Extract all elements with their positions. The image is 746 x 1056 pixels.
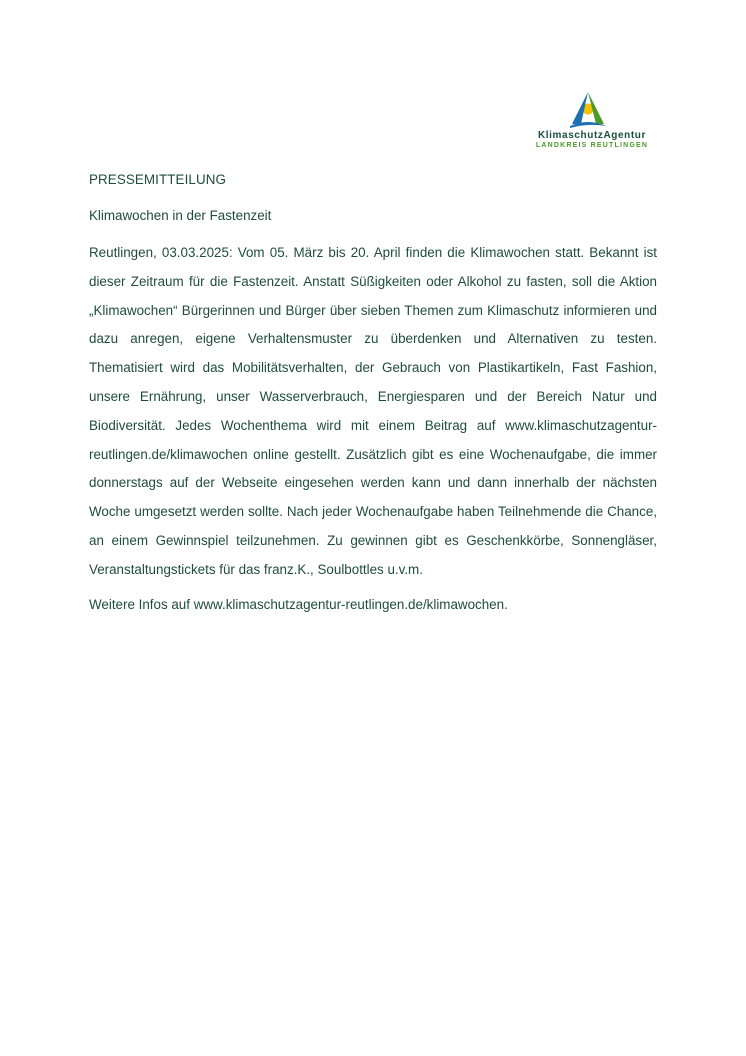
klimaschutzagentur-logo xyxy=(524,90,660,154)
logo-mark-icon xyxy=(566,90,610,130)
logo-subtitle: LANDKREIS REUTLINGEN xyxy=(535,142,649,149)
press-release xyxy=(89,170,657,619)
more-info-paragraph: Weitere Infos auf www.klimaschutzagentur-reutlingen.de/klimawochen. xyxy=(89,596,508,612)
logo-name: KlimaschutzAgentur xyxy=(537,130,647,141)
document-title: Klimawochen in der Fastenzeit xyxy=(89,208,272,223)
document-label: PRESSEMITTEILUNG xyxy=(89,172,227,187)
body-paragraph: Reutlingen, 03.03.2025: Vom 05. März bis 20. April finden die Klimawochen statt. Bekannt ist dieser Zeitraum für die Fastenzeit. Anstatt Süßigkeiten oder Alkohol zu fasten, soll die Aktion „Klimawochen“ Bürgerinnen und Bürger über sieben Themen zum Klimaschutz informieren und dazu anregen, eigene Verhaltensmuster zu überdenken und Alternativen zu testen. Thematisiert wird das Mobilitätsverhalten, der Gebrauch von Plastikartikeln, Fast Fashion, unsere Ernährung, unser Wasserverbrauch, Energiesparen und der Bereich Natur und Biodiversität. Jedes Wochenthema wird mit einem Beitrag auf www.klimaschutzagentur-reutlingen.de/klimawochen online gestellt. Zusätzlich gibt es eine Wochenaufgabe, die immer donnerstags auf der Webseite eingesehen werden kann und dann innerhalb der nächsten Woche umgesetzt werden sollte. Nach jeder Wochenaufgabe haben Teilnehmende die Chance, an einem Gewinnspiel teilzunehmen. Zu gewinnen gibt es Geschenkkörbe, Sonnengläser, Veranstaltungstickets für das franz.K., Soulbottles u.v.m. xyxy=(89,245,657,577)
